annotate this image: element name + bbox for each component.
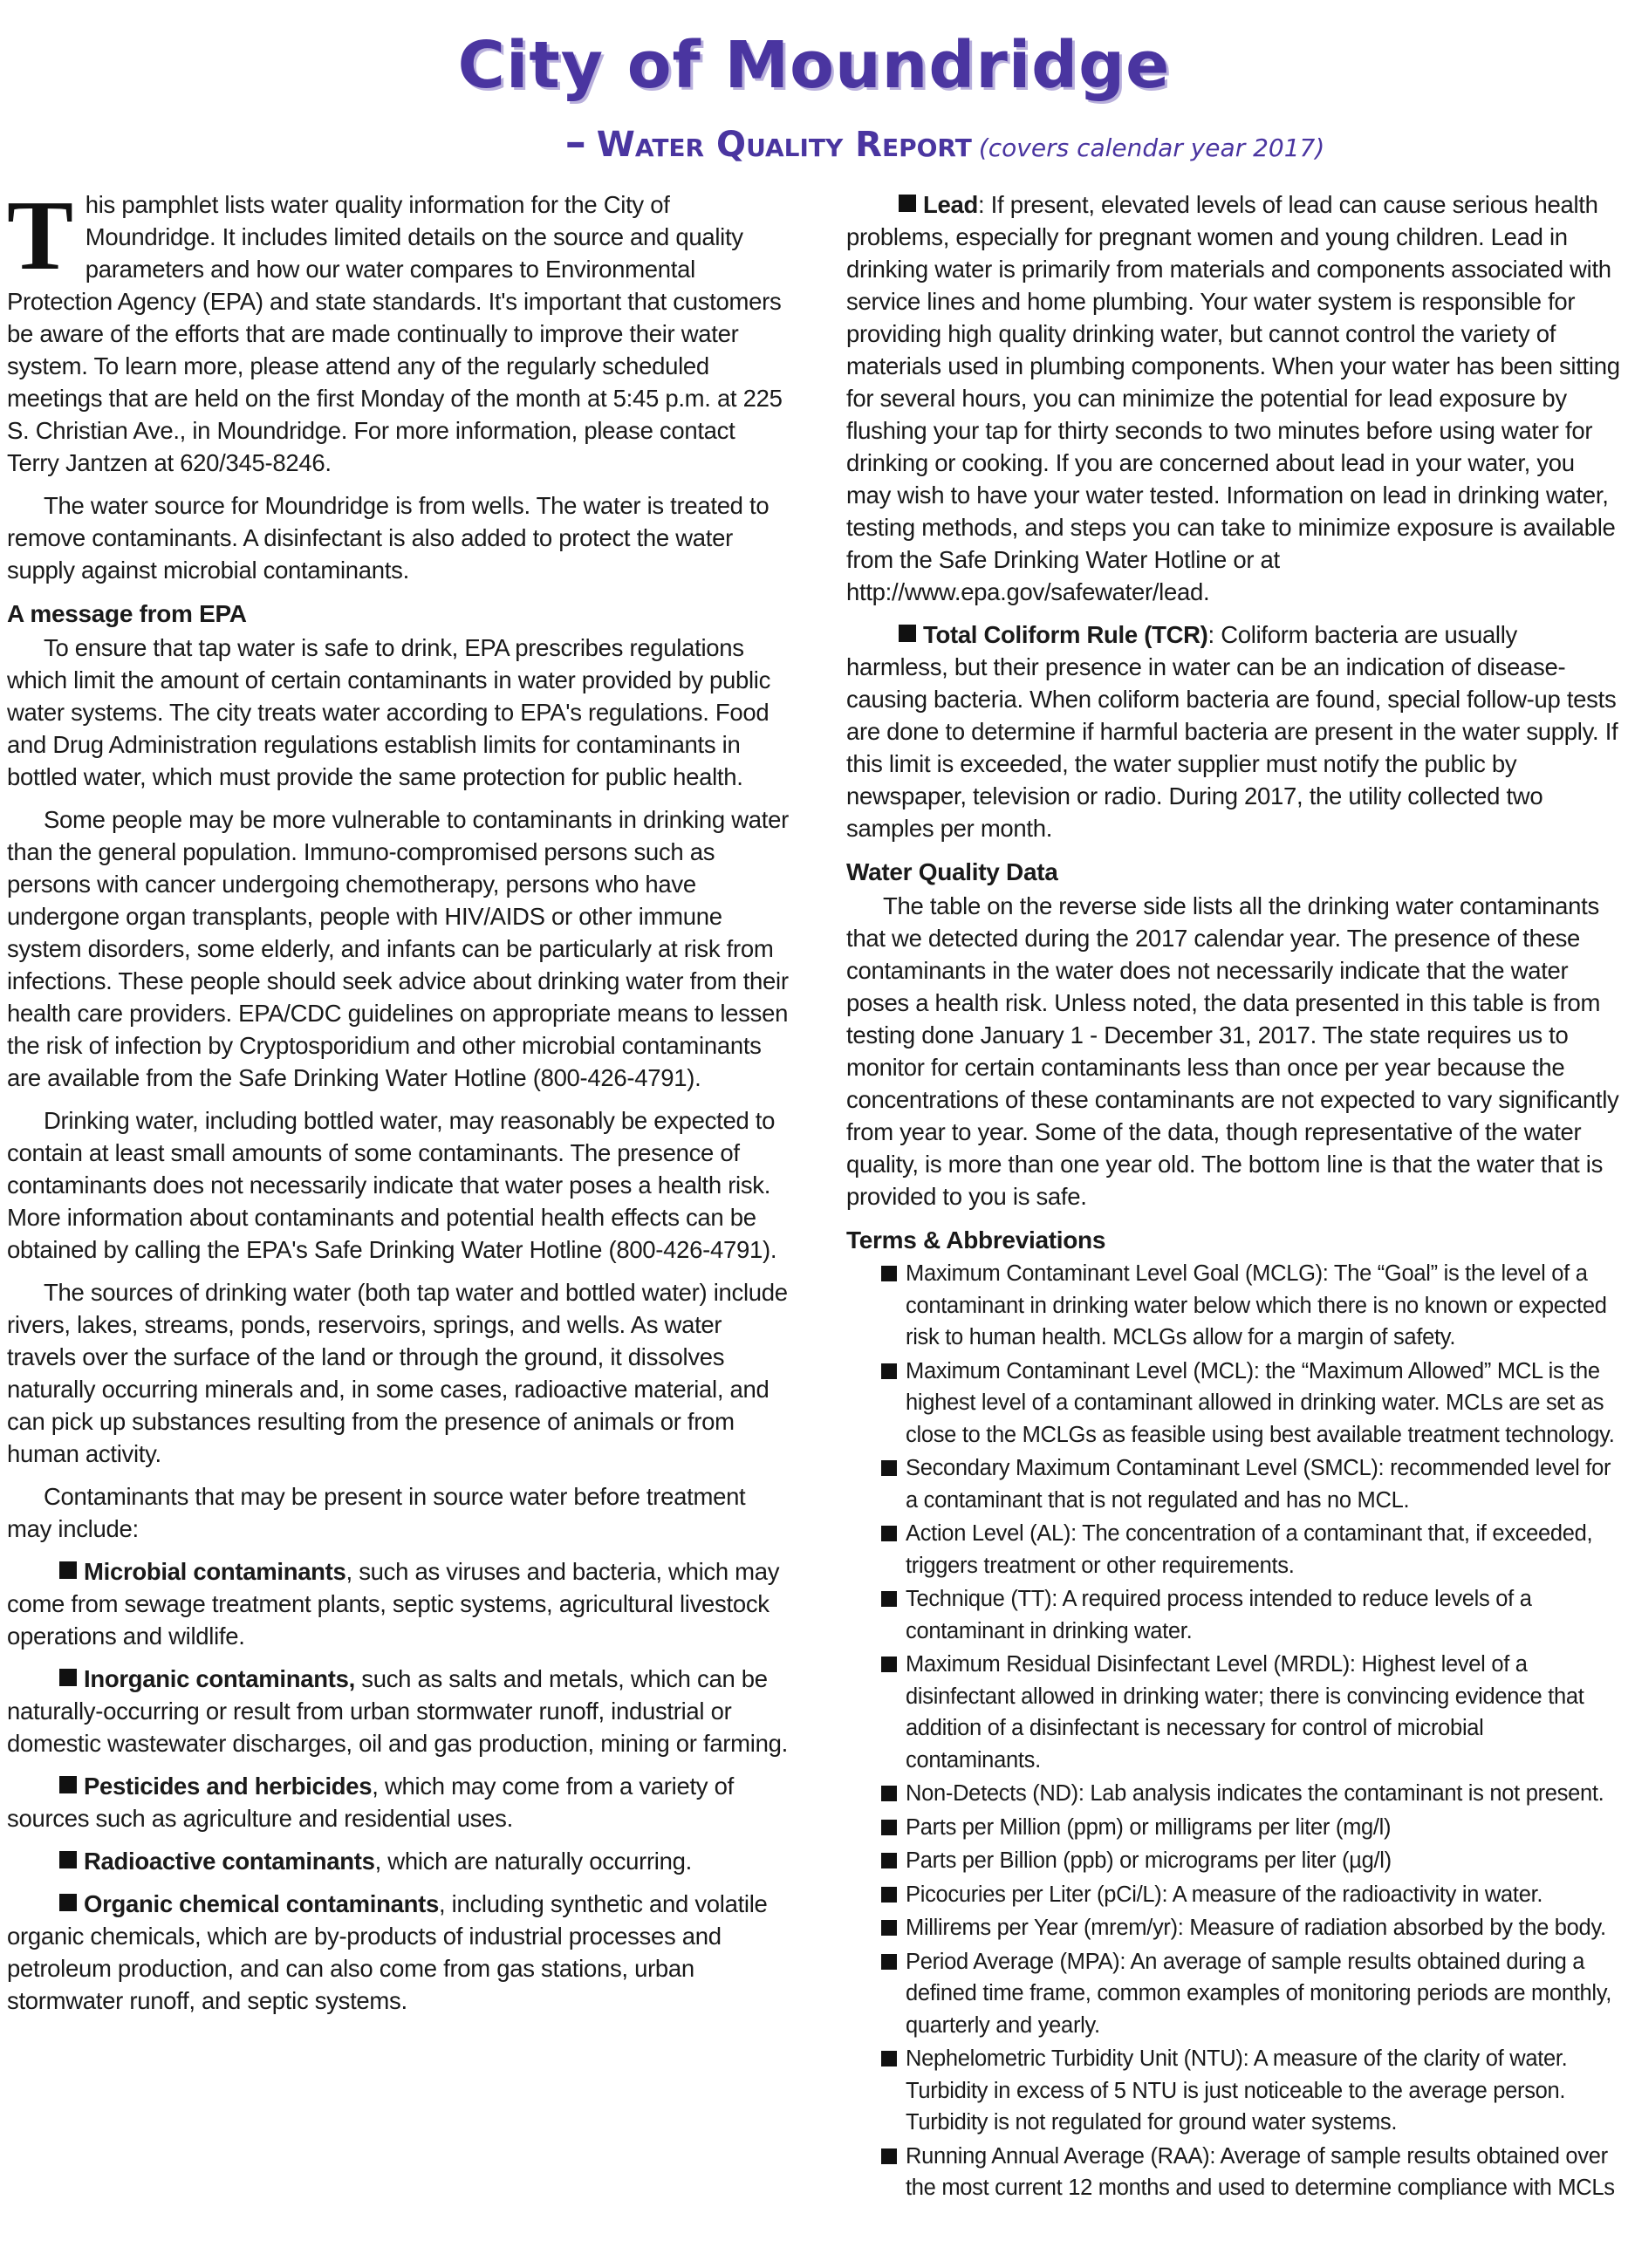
square-bullet-icon — [59, 1851, 77, 1868]
term-text: Maximum Contaminant Level Goal (MCLG): The “Goal” is the level of a contaminant in drinking water below which there is no known or expected risk to human health. MCLGs allow for a margin of safety. — [906, 1261, 1607, 1349]
epa-paragraph-3: Drinking water, including bottled water, may reasonably be expected to contain at least small amounts of some contaminants. The presence of contaminants does not necessarily indicate that water poses a health risk. More information about contaminants and potential health effects can be obtained by calling the EPA's Safe Drinking Water Hotline (800-426-4791). — [7, 1107, 777, 1263]
subtitle-q: Q — [716, 125, 747, 165]
subtitle-w: W — [596, 125, 635, 165]
term-text: Maximum Residual Disinfectant Level (MRDL): Highest level of a disinfectant allowed in drinking water; there is convincing evidence that addition of a disinfectant is necessary for control of microbial contaminants. — [906, 1652, 1584, 1773]
bullet-term: Organic chemical contaminants — [84, 1890, 439, 1917]
square-bullet-icon — [881, 1460, 897, 1476]
terms-list — [846, 1258, 1623, 2204]
term-text: Nephelometric Turbidity Unit (NTU): A measure of the clarity of water. Turbidity in excess of 5 NTU is just noticeable to the average person. Turbidity is not regulated for ground water systems. — [906, 2046, 1568, 2135]
epa-paragraph-4: The sources of drinking water (both tap water and bottled water) include rivers, lakes, streams, ponds, reservoirs, springs, and wells. As water travels over the surface of the land or through the ground, it dissolves naturally occurring minerals and, in some cases, radioactive material, and can pick up substances resulting from the presence of animals or from human activity. — [7, 1279, 788, 1467]
term-text: Technique (TT): A required process intended to reduce levels of a contaminant in drinking water. — [906, 1587, 1532, 1643]
square-bullet-icon — [881, 1266, 897, 1281]
right-column — [846, 188, 1623, 2206]
term-item — [881, 2043, 1623, 2139]
subtitle-r: R — [855, 125, 882, 165]
square-bullet-icon — [881, 1853, 897, 1868]
lead-paragraph — [846, 188, 1623, 608]
square-bullet-icon — [881, 2148, 897, 2164]
term-item — [881, 1778, 1623, 1810]
square-bullet-icon — [881, 1954, 897, 1970]
term-item — [881, 1812, 1623, 1844]
page-title: City of Moundridge — [457, 28, 1171, 103]
subtitle-eport: eport — [881, 125, 972, 165]
contaminant-bullet-organic — [7, 1888, 792, 2017]
bullet-text: such as salts and metals, which can be naturally-occurring or result from urban stormwater runoff, industrial or domestic wastewater discharges, oil and gas production, mining or farming. — [7, 1665, 788, 1757]
report-subtitle — [0, 120, 1628, 170]
epa-paragraph-5: Contaminants that may be present in source water before treatment may include: — [7, 1483, 746, 1542]
epa-paragraph-2: Some people may be more vulnerable to contaminants in drinking water than the general population. Immuno-compromised persons such as persons with cancer undergoing chemotherapy, persons who have undergone organ transplants, people with HIV/AIDS or other immune system disorders, some elderly, and infants can be particularly at risk from infections. These people should seek advice about drinking water from their health care providers. EPA/CDC guidelines on appropriate means to lessen the risk of infection by Cryptosporidium and other microbial contaminants are available from the Safe Drinking Water Hotline (800-426-4791). — [7, 806, 789, 1091]
square-bullet-icon — [881, 1591, 897, 1607]
bullet-text: , which may come from a variety of sources such as agriculture and residential uses. — [7, 1773, 734, 1832]
contaminant-bullet-radioactive — [7, 1845, 792, 1877]
square-bullet-icon — [881, 1363, 897, 1379]
term-text: Millirems per Year (mrem/yr): Measure of radiation absorbed by the body. — [906, 1916, 1606, 1940]
square-bullet-icon — [881, 1887, 897, 1903]
square-bullet-icon — [899, 195, 916, 212]
source-paragraph: The water source for Moundridge is from wells. The water is treated to remove contaminants. A disinfectant is also added to protect the water supply against microbial contaminants. — [7, 492, 770, 584]
term-item — [881, 1649, 1623, 1776]
subtitle-uality: uality — [746, 125, 856, 165]
tcr-paragraph — [846, 618, 1623, 844]
square-bullet-icon — [59, 1894, 77, 1911]
bullet-text: , including synthetic and volatile organic chemicals, which are by-products of industrial processes and petroleum production, and can also come from gas stations, urban stormwater runoff, and septic systems. — [7, 1890, 768, 2014]
square-bullet-icon — [59, 1561, 77, 1579]
contaminant-bullet-inorganic — [7, 1663, 792, 1759]
term-text: Parts per Million (ppm) or milligrams per liter (mg/l) — [906, 1814, 1392, 1840]
square-bullet-icon — [881, 1526, 897, 1541]
term-item — [881, 2141, 1623, 2204]
term-text: Picocuries per Liter (pCi/L): A measure of the radioactivity in water. — [906, 1882, 1543, 1907]
intro-text: his pamphlet lists water quality information for the City of Moundridge. It includes limited details on the source and quality parameters and how our water compares to Environmental Protection Agency (EPA) and state standards. It's important that customers be aware of the efforts that are made continually to improve their water system. To learn more, please attend any of the regularly scheduled meetings that are held on the first Monday of the month at 5:45 p.m. at 225 S. Christian Ave., in Moundridge. For more information, please contact Terry Jantzen at 620/345-8246. — [7, 191, 783, 476]
water-quality-data-heading: Water Quality Data — [846, 858, 1058, 885]
bullet-term: Inorganic contaminants, — [84, 1665, 355, 1692]
square-bullet-icon — [881, 1920, 897, 1936]
square-bullet-icon — [881, 1820, 897, 1835]
epa-paragraph-1: To ensure that tap water is safe to drink, EPA prescribes regulations which limit the amount of certain contaminants in water provided by public water systems. The city treats water according to EPA's regulations. Food and Drug Administration regulations establish limits for contaminants in bottled water, which must provide the same protection for public health. — [7, 634, 771, 790]
term-item — [881, 1356, 1623, 1452]
term-item — [881, 1258, 1623, 1354]
contaminant-bullet-microbial — [7, 1555, 792, 1652]
term-text: Action Level (AL): The concentration of a contaminant that, if exceeded, triggers treatment or other requirements. — [906, 1521, 1593, 1578]
term-text: Running Annual Average (RAA): Average of sample results obtained over the most current 12 months and used to determine compliance with MCLs — [906, 2143, 1615, 2200]
intro-paragraph — [7, 180, 792, 479]
term-item — [881, 1452, 1623, 1516]
lead-term: Lead — [923, 191, 978, 218]
square-bullet-icon — [881, 2051, 897, 2066]
term-text: Maximum Contaminant Level (MCL): the “Maximum Allowed” MCL is the highest level of a contaminant allowed in drinking water. MCLs are set as close to the MCLGs as feasible using best available treatment technology. — [906, 1358, 1615, 1447]
square-bullet-icon — [59, 1776, 77, 1793]
bullet-text: , which are naturally occurring. — [374, 1848, 692, 1875]
term-text: Secondary Maximum Contaminant Level (SMCL): recommended level for a contaminant that is not regulated and has no MCL. — [906, 1456, 1611, 1513]
bullet-term: Radioactive contaminants — [84, 1848, 375, 1875]
covers-note: (covers calendar year 2017) — [978, 133, 1325, 162]
bullet-term: Microbial contaminants — [84, 1558, 346, 1585]
term-text: Period Average (MPA): An average of sample results obtained during a defined time frame, common examples of monitoring periods are monthly, quarterly and yearly. — [906, 1949, 1612, 2038]
term-item — [881, 1912, 1623, 1944]
term-text: Non-Detects (ND): Lab analysis indicates the contaminant is not present. — [906, 1781, 1604, 1806]
subtitle-ater: ater — [634, 125, 717, 165]
subtitle-dash: – — [564, 118, 586, 167]
term-text: Parts per Billion (ppb) or micrograms per liter (µg/l) — [906, 1848, 1392, 1873]
square-bullet-icon — [59, 1669, 77, 1686]
tcr-text: : Coliform bacteria are usually harmless, but their presence in water can be an indication of disease-causing bacteria. When coliform bacteria are found, special follow-up tests are done to determine if harmful bacteria are present in the water supply. If this limit is exceeded, the water supplier must notify the public by newspaper, television or radio. During 2017, the utility collected two samples per month. — [846, 621, 1618, 842]
terms-heading: Terms & Abbreviations — [846, 1226, 1106, 1254]
lead-text: : If present, elevated levels of lead can cause serious health problems, especially for pregnant women and young children. Lead in drinking water is primarily from materials and components associated with service lines and home plumbing. Your water system is responsible for providing high quality drinking water, but cannot control the variety of materials used in plumbing components. When your water has been sitting for several hours, you can minimize the potential for lead exposure by flushing your tap for thirty seconds to two minutes before using water for drinking or cooking. If you are concerned about lead in your water, you may wish to have your water tested. Information on lead in drinking water, testing methods, and steps you can take to minimize exposure is available from the Safe Drinking Water Hotline or at http://www.epa.gov/safewater/lead. — [846, 191, 1620, 605]
contaminant-bullet-pesticides — [7, 1770, 792, 1834]
term-item — [881, 1879, 1623, 1911]
term-item — [881, 1518, 1623, 1581]
bullet-text: , such as viruses and bacteria, which may come from sewage treatment plants, septic systems, agricultural livestock operations and wildlife. — [7, 1558, 780, 1650]
epa-heading: A message from EPA — [7, 600, 247, 627]
square-bullet-icon — [899, 625, 916, 642]
water-quality-data-paragraph: The table on the reverse side lists all the drinking water contaminants that we detected during the 2017 calendar year. The presence of these contaminants in the water does not necessarily indicate that the water poses a health risk. Unless noted, the data presented in this table is from testing done January 1 - December 31, 2017. The state requires us to monitor for certain contaminants less than once per year because the concentrations of these contaminants are not expected to vary significantly from year to year. Some of the data, though representative of the water quality, is more than one year old. The bottom line is that the water that is provided to you is safe. — [846, 892, 1619, 1210]
bullet-term: Pesticides and herbicides — [84, 1773, 373, 1800]
tcr-term: Total Coliform Rule (TCR) — [923, 621, 1208, 648]
term-item — [881, 1845, 1623, 1877]
square-bullet-icon — [881, 1657, 897, 1672]
term-item — [881, 1946, 1623, 2042]
drop-cap: T — [7, 180, 73, 290]
term-item — [881, 1583, 1623, 1647]
left-column — [7, 180, 792, 2027]
square-bullet-icon — [881, 1786, 897, 1801]
